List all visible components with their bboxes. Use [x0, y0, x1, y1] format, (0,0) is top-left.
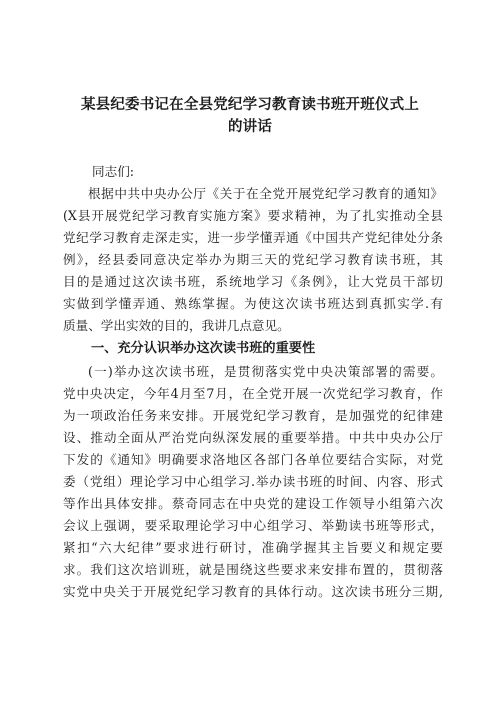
document-title-line-2: 的讲话 — [227, 119, 273, 135]
section-heading: 一、充分认识举办这次读书班的重要性 — [91, 341, 316, 356]
intro-paragraph-line: 党纪学习教育走深走实，进一步学懂弄通《中国共产党纪律处分条 — [63, 230, 443, 245]
document-title-line-1: 某县纪委书记在全县党纪学习教育读书班开班仪式上 — [80, 97, 420, 113]
section-paragraph-line: (一)举办这次读书班，是贯彻落实党中央决策部署的需要。 — [88, 364, 443, 379]
intro-paragraph-line: 实做到学懂弄通、熟练掌握。为使这次读书班达到真抓实学.有 — [63, 296, 443, 311]
intro-paragraph-line: 目的是通过这次读书班，系统地学习《条例》，让大党员干部切 — [63, 274, 443, 289]
salutation: 同志们: — [92, 164, 135, 179]
section-paragraph-line: 为一项政治任务来安排。开展党纪学习教育，是加强党的纪律建 — [63, 408, 443, 423]
section-paragraph-line: 党中央决定，今年4月至7月，在全党开展一次党纪学习教育，作 — [63, 386, 443, 401]
section-paragraph-line: 等作出具体安排。蔡奇同志在中央党的建设工作领导小组第六次 — [63, 496, 443, 511]
intro-paragraph-line: 根据中共中央办公厅《关于在全党开展党纪学习教育的通知》 — [88, 186, 443, 201]
section-paragraph-line: 设、推动全面从严治党向纵深发展的重要举措。中共中央办公厅 — [63, 430, 443, 445]
intro-paragraph-line: 质量、学出实效的目的，我讲几点意见。 — [63, 318, 290, 333]
section-paragraph-line: 会议上强调，要采取理论学习中心组学习、举勤读书班等形式， — [63, 518, 443, 533]
section-paragraph-line: 下发的《通知》明确要求洛地区各部门各单位要结合实际，对党 — [63, 452, 443, 467]
section-paragraph-line: 紧扣“六大纪律”要求进行研讨，准确学握其主旨要义和规定要 — [63, 540, 443, 555]
intro-paragraph-line: 例》，经县委同意决定举办为期三天的党纪学习教育读书班，其 — [63, 252, 443, 267]
section-paragraph-line: 实党中央关于开展党纪学习教育的具体行动。这次读书班分三期, — [63, 584, 443, 599]
section-paragraph-line: 委（党组）理论学习中心组学习.举办读书班的时间、内容、形式 — [63, 474, 443, 489]
intro-paragraph-line: (X县开展党纪学习教育实施方案》要求精神，为了扎实推动全县 — [63, 208, 443, 223]
section-paragraph-line: 求。我们这次培训班，就是围绕这些要求来安排布置的，贯彻落 — [63, 562, 443, 577]
